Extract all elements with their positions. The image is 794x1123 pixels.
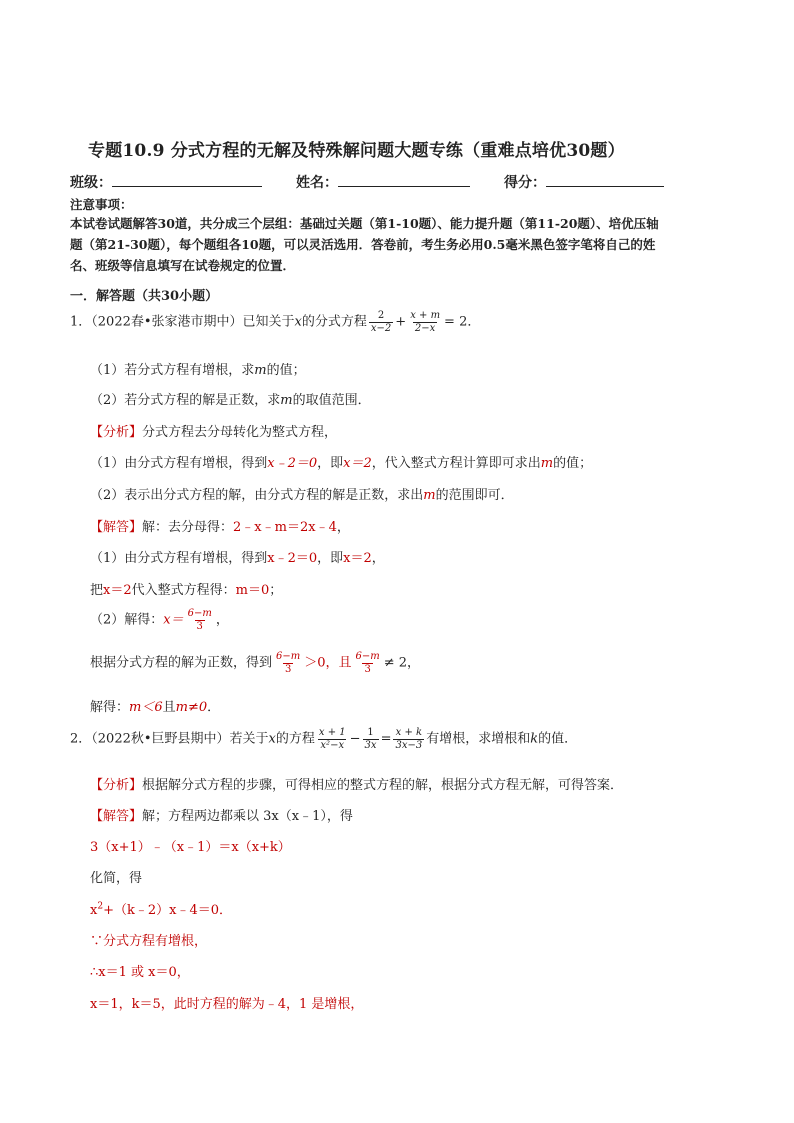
notes-line-3: 名、班级等信息填写在试卷规定的位置． [70,258,296,273]
q1-condition-fraction-1: $\frac{6-m}{3}$ [276,651,301,675]
q2-stem: 2．（2022秋•巨野县期中）若关于x的方程 $\frac{x + 1}{\text{x²−x}}$ − $\frac{1}{3x}$ = $\frac{x + k}{3x-3}$ 有增根，求增根和k的值． [70,727,578,751]
q2-solution-4: ∵分式方程有增根， [90,934,208,949]
q2-solution-5: ∴x＝1 或 x＝0， [90,965,190,980]
score-field [504,172,664,192]
q2-fraction-2: $\frac{1}{3x}$ [364,727,377,751]
q1-analysis: 【分析】分式方程去分母转化为整式方程， [90,425,338,440]
notes-heading: 注意事项： [70,197,133,212]
solution-tag: 【解答】 [90,520,143,535]
section-heading: 一．解答题（共30小题） [70,289,219,304]
analysis-tag: 【分析】 [90,778,143,793]
q1-solution-1: （1）由分式方程有增根，得到x﹣2＝0，即x＝2， [90,551,385,566]
q1-solution-2: 把x＝2代入整式方程得：m＝0； [90,583,283,598]
name-field [296,172,470,192]
q1-solution-5: 解得：m＜6且m≠0． [90,700,221,715]
notes-line-1: 本试卷试题解答30道，共分成三个层组：基础过关题（第1-10题）、能力提升题（第11-20题）、培优压轴 [70,216,659,231]
analysis-tag: 【分析】 [90,425,143,440]
notes-line-2: 题（第21-30题），每个题组各10题，可以灵活选用．答卷前，考生务必用0.5毫米黑色签字笔将自己的姓 [70,237,656,252]
class-field [70,172,262,192]
q2-solution-2: 化简，得 [90,871,143,886]
q1-analysis-1: （1）由分式方程有增根，得到x﹣2＝0，即x＝2，代入整式方程计算即可求出m的值； [90,456,593,471]
score-label: 得分： [504,175,546,191]
q1-part-2: （2）若分式方程的解是正数，求m的取值范围． [90,393,371,408]
score-blank[interactable] [546,172,664,187]
q2-fraction-3: $\frac{x + k}{3x-3}$ [395,727,423,751]
q1-solution-4: 根据分式方程的解为正数，得到 $\frac{6-m}{3}$ ＞0，且 $\frac{6-m}{3}$ ≠ 2， [90,651,421,675]
q1-solution: 【解答】解：去分母得：2﹣x﹣m＝2x﹣4， [90,520,350,535]
name-label: 姓名： [296,175,338,191]
q1-fraction-2: $\frac{x + m}{2-x}$ [410,310,441,334]
q2-analysis: 【分析】根据解分式方程的步骤，可得相应的整式方程的解，根据分式方程无解，可得答案． [90,778,624,793]
q2-fraction-1: $\frac{x + 1}{\text{x²−x}}$ [318,727,346,751]
q1-stem: 1．（2022春•张家港市期中）已知关于x的分式方程 $\frac{2}{x-2}$ + $\frac{x + m}{2-x}$ = 2． [70,310,481,334]
q2-solution-1: 3（x+1）﹣（x﹣1）＝x（x+k） [90,840,291,855]
solution-tag: 【解答】 [90,809,143,824]
page-title: 专题10.9 分式方程的无解及特殊解问题大题专练（重难点培优30题） [88,141,625,161]
q2-solution-3: $x^2+(k﹣2)x﹣4=0$． [90,901,232,918]
q1-solution-3: （2）解得：x＝ $\frac{6-m}{3}$ ， [90,608,229,632]
q1-condition-fraction-2: $\frac{6-m}{3}$ [355,651,380,675]
q2-solution-6: x＝1，k＝5，此时方程的解为﹣4，1 是增根， [90,997,364,1012]
name-blank[interactable] [338,172,470,187]
class-blank[interactable] [112,172,262,187]
q2-solution: 【解答】解；方程两边都乘以 3x（x﹣1），得 [90,809,353,824]
q1-analysis-2: （2）表示出分式方程的解，由分式方程的解是正数，求出m的范围即可． [90,488,514,503]
q1-fraction-1: $\frac{2}{x-2}$ [370,310,392,334]
q1-part-1: （1）若分式方程有增根，求m的值； [90,363,306,378]
q1-solution-fraction: $\frac{6-m}{3}$ [187,608,212,632]
class-label: 班级： [70,175,112,191]
